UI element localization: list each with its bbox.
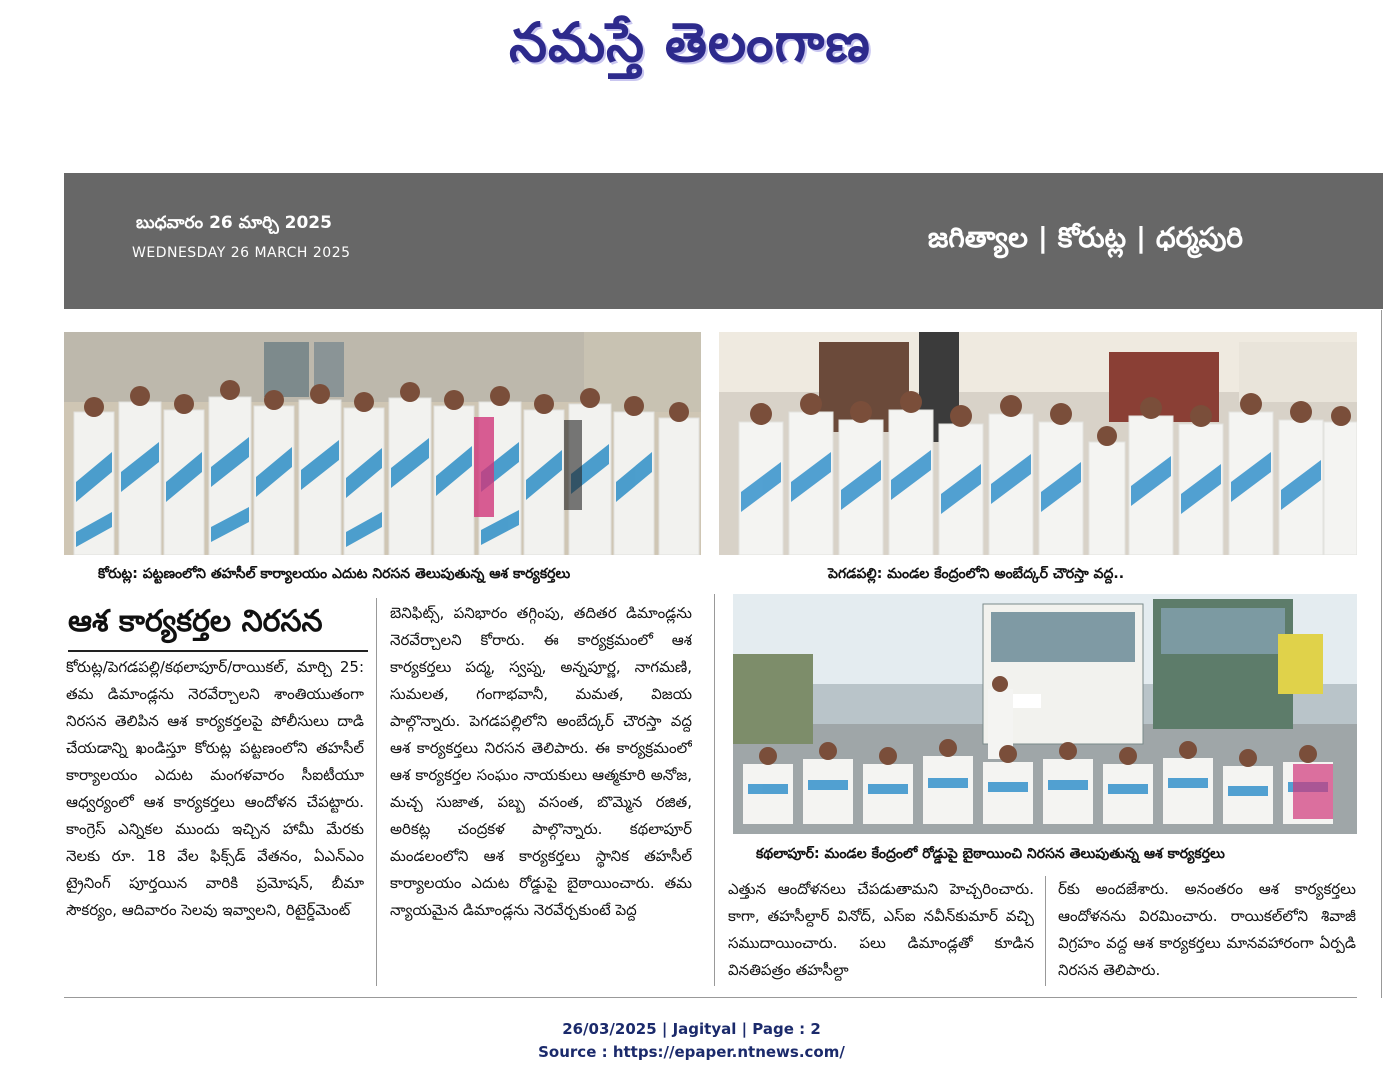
caption-pegadapalli: పెగడపల్లి: మండల కేంద్రంలోని అంబేద్కర్ చౌరస్తా వద్ద.. (828, 566, 1125, 582)
article-text-col1: కోరుట్ల/పెగడపల్లి/కథలాపూర్/రాయికల్, మార్చి 25: తమ డిమాండ్లను నెరవేర్చాలని శాంతియుతంగా నిరసన తెలిపిన ఆశ కార్యకర్తలపై పోలీసులు దాడి చేయడాన్ని ఖండిస్తూ కోరుట్ల పట్టణంలోని తహసీల్ కార్యాలయం ఎదుట మంగళవారం సీఐటీయూ ఆధ్వర్యంలో ఆశ కార్యకర్తలు ఆందోళన చేపట్టారు. కాంగ్రెస్ ఎన్నికల ముందు ఇచ్చిన హామీ మేరకు నెలకు రూ. 18 వేల ఫిక్స్‌డ్ వేతనం, ఏఎన్‌ఎం ట్రైనింగ్ పూర్తయిన వారికి ప్రమోషన్, బీమా సౌకర్యం, ఆదివారం సెలవు ఇవ్వాలని, రిటైర్డ్‌మెంట్ (66, 658, 364, 919)
page-right-rule (1381, 310, 1382, 998)
photo-korutla-protest (64, 332, 701, 555)
column-divider (376, 598, 377, 986)
caption-korutla: కోరుట్ల: పట్టణంలోని తహసీల్ కార్యాలయం ఎదుట నిరసన తెలుపుతున్న ఆశ కార్యకర్తలు (98, 566, 571, 582)
footer-page-info: 26/03/2025 | Jagityal | Page : 2 (562, 1020, 821, 1038)
date-english: WEDNESDAY 26 MARCH 2025 (132, 245, 351, 261)
article-text-col3: ఎత్తున ఆందోళనలు చేపడుతామని హెచ్చరించారు. కాగా, తహసీల్దార్ వినోద్, ఎస్ఐ నవీన్‌కుమార్ వచ్చి సముదాయించారు. పలు డిమాండ్లతో కూడిన వినతిపత్రం తహసీల్దా (728, 880, 1034, 979)
article-column-2 (390, 600, 692, 985)
article-column-1 (66, 654, 364, 984)
photo-kathalapur-protest (733, 594, 1357, 834)
edition-label: జగిత్యాల | కోరుట్ల | ధర్మపురి (927, 221, 1243, 254)
footer-source-link[interactable]: Source : https://epaper.ntnews.com/ (538, 1043, 845, 1061)
date-telugu: బుధవారం 26 మార్చి 2025 (136, 213, 332, 233)
article-text-col4: ర్‌కు అందజేశారు. అనంతరం ఆశ కార్యకర్తలు ఆందోళనను విరమించారు. రాయికల్‌లోని శివాజీ విగ్రహం వద్ద ఆశ కార్యకర్తలు మానవహారంగా ఏర్పడి నిరసన తెలిపారు. (1058, 880, 1356, 979)
caption-kathalapur: కథలాపూర్: మండల కేంద్రంలో రోడ్డుపై బైఠాయించి నిరసన తెలుపుతున్న ఆశ కార్యకర్తలు (756, 846, 1225, 862)
article-headline: ఆశ కార్యకర్తల నిరసన (68, 600, 368, 652)
masthead-title: నమస్తే తెలంగాణ (509, 11, 871, 74)
article-column-3 (728, 876, 1034, 986)
column-divider (714, 594, 715, 986)
photo-pegadapalli-protest (719, 332, 1357, 555)
article-column-4 (1058, 876, 1356, 986)
article-text-col2: బెనిఫిట్స్, పనిభారం తగ్గింపు, తదితర డిమాండ్లను నెరవేర్చాలని కోరారు. ఈ కార్యక్రమంలో ఆశ కార్యకర్తలు పద్మ, స్వప్న, అన్నపూర్ణ, నాగమణి, సుమలత, గంగాభవానీ, మమత, విజయ పాల్గొన్నారు. పెగడపల్లిలోని అంబేద్కర్ చౌరస్తా వద్ద ఆశ కార్యకర్తలు నిరసన తెలిపారు. ఈ కార్యక్రమంలో ఆశ కార్యకర్తల సంఘం నాయకులు ఆత్మకూరి అనోజ, మచ్చ సుజాత, పబ్బ వసంత, బొమ్మెన రజిత, అరికట్ల చంద్రకళ పాల్గొన్నారు. కథలాపూర్ మండలంలోని ఆశ కార్యకర్తలు స్థానిక తహసీల్ కార్యాలయం ఎదుట రోడ్డుపై బైఠాయించారు. తమ న్యాయమైన డిమాండ్లను నెరవేర్చకుంటే పెద్ద (390, 604, 692, 919)
date-edition-band (64, 173, 1383, 309)
page-bottom-rule (64, 997, 1357, 998)
column-divider (1045, 876, 1046, 986)
